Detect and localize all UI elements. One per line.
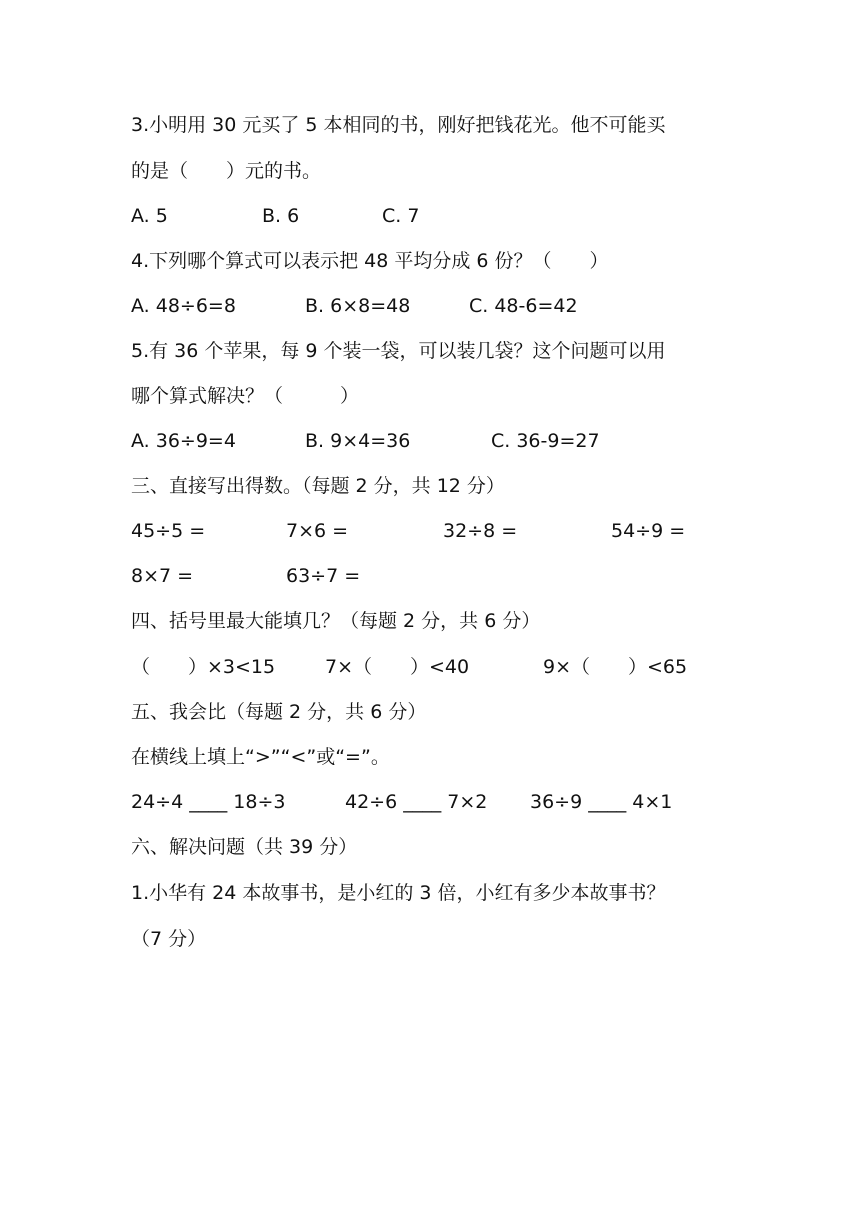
question-4-option-b: B. 6×8=48 (305, 295, 411, 317)
section-5-heading: 五、我会比（每题 2 分，共 6 分） (131, 701, 427, 723)
question-5-line-2: 哪个算式解决？（ ） (131, 385, 360, 407)
question-4-text: 4.下列哪个算式可以表示把 48 平均分成 6 份？（ ） (131, 250, 609, 272)
compare-item: 24÷4 ____ 18÷3 (131, 791, 286, 813)
calc-item: 32÷8 = (443, 520, 518, 542)
question-3-option-c: C. 7 (382, 205, 420, 227)
question-3-option-a: A. 5 (131, 205, 168, 227)
question-5-option-a: A. 36÷9=4 (131, 430, 236, 452)
calc-item: 45÷5 = (131, 520, 206, 542)
question-3-line-1: 3.小明用 30 元买了 5 本相同的书，刚好把钱花光。他不可能买 (131, 114, 666, 136)
section-6-heading: 六、解决问题（共 39 分） (131, 836, 358, 858)
compare-item: 42÷6 ____ 7×2 (345, 791, 488, 813)
question-5-option-b: B. 9×4=36 (305, 430, 411, 452)
question-3-line-2: 的是（ ）元的书。 (131, 160, 322, 182)
question-5-option-c: C. 36-9=27 (491, 430, 600, 452)
fill-in-item: 7×（ ）<40 (325, 656, 470, 678)
question-5-line-1: 5.有 36 个苹果，每 9 个装一袋，可以装几袋？这个问题可以用 (131, 340, 666, 362)
question-4-option-c: C. 48-6=42 (469, 295, 578, 317)
fill-in-item: （ ）×3<15 (131, 656, 276, 678)
compare-item: 36÷9 ____ 4×1 (530, 791, 673, 813)
calc-item: 8×7 = (131, 565, 194, 587)
calc-item: 7×6 = (286, 520, 349, 542)
calc-item: 54÷9 = (611, 520, 686, 542)
problem-1-line-2: （7 分） (131, 928, 207, 950)
problem-1-line-1: 1.小华有 24 本故事书，是小红的 3 倍，小红有多少本故事书？ (131, 882, 666, 904)
question-3-option-b: B. 6 (262, 205, 300, 227)
fill-in-item: 9×（ ）<65 (543, 656, 688, 678)
section-3-heading: 三、直接写出得数。（每题 2 分，共 12 分） (131, 475, 505, 497)
question-4-option-a: A. 48÷6=8 (131, 295, 236, 317)
section-4-heading: 四、括号里最大能填几？（每题 2 分，共 6 分） (131, 610, 541, 632)
calc-item: 63÷7 = (286, 565, 361, 587)
section-5-instruction: 在横线上填上“>”“<”或“=”。 (131, 746, 390, 768)
